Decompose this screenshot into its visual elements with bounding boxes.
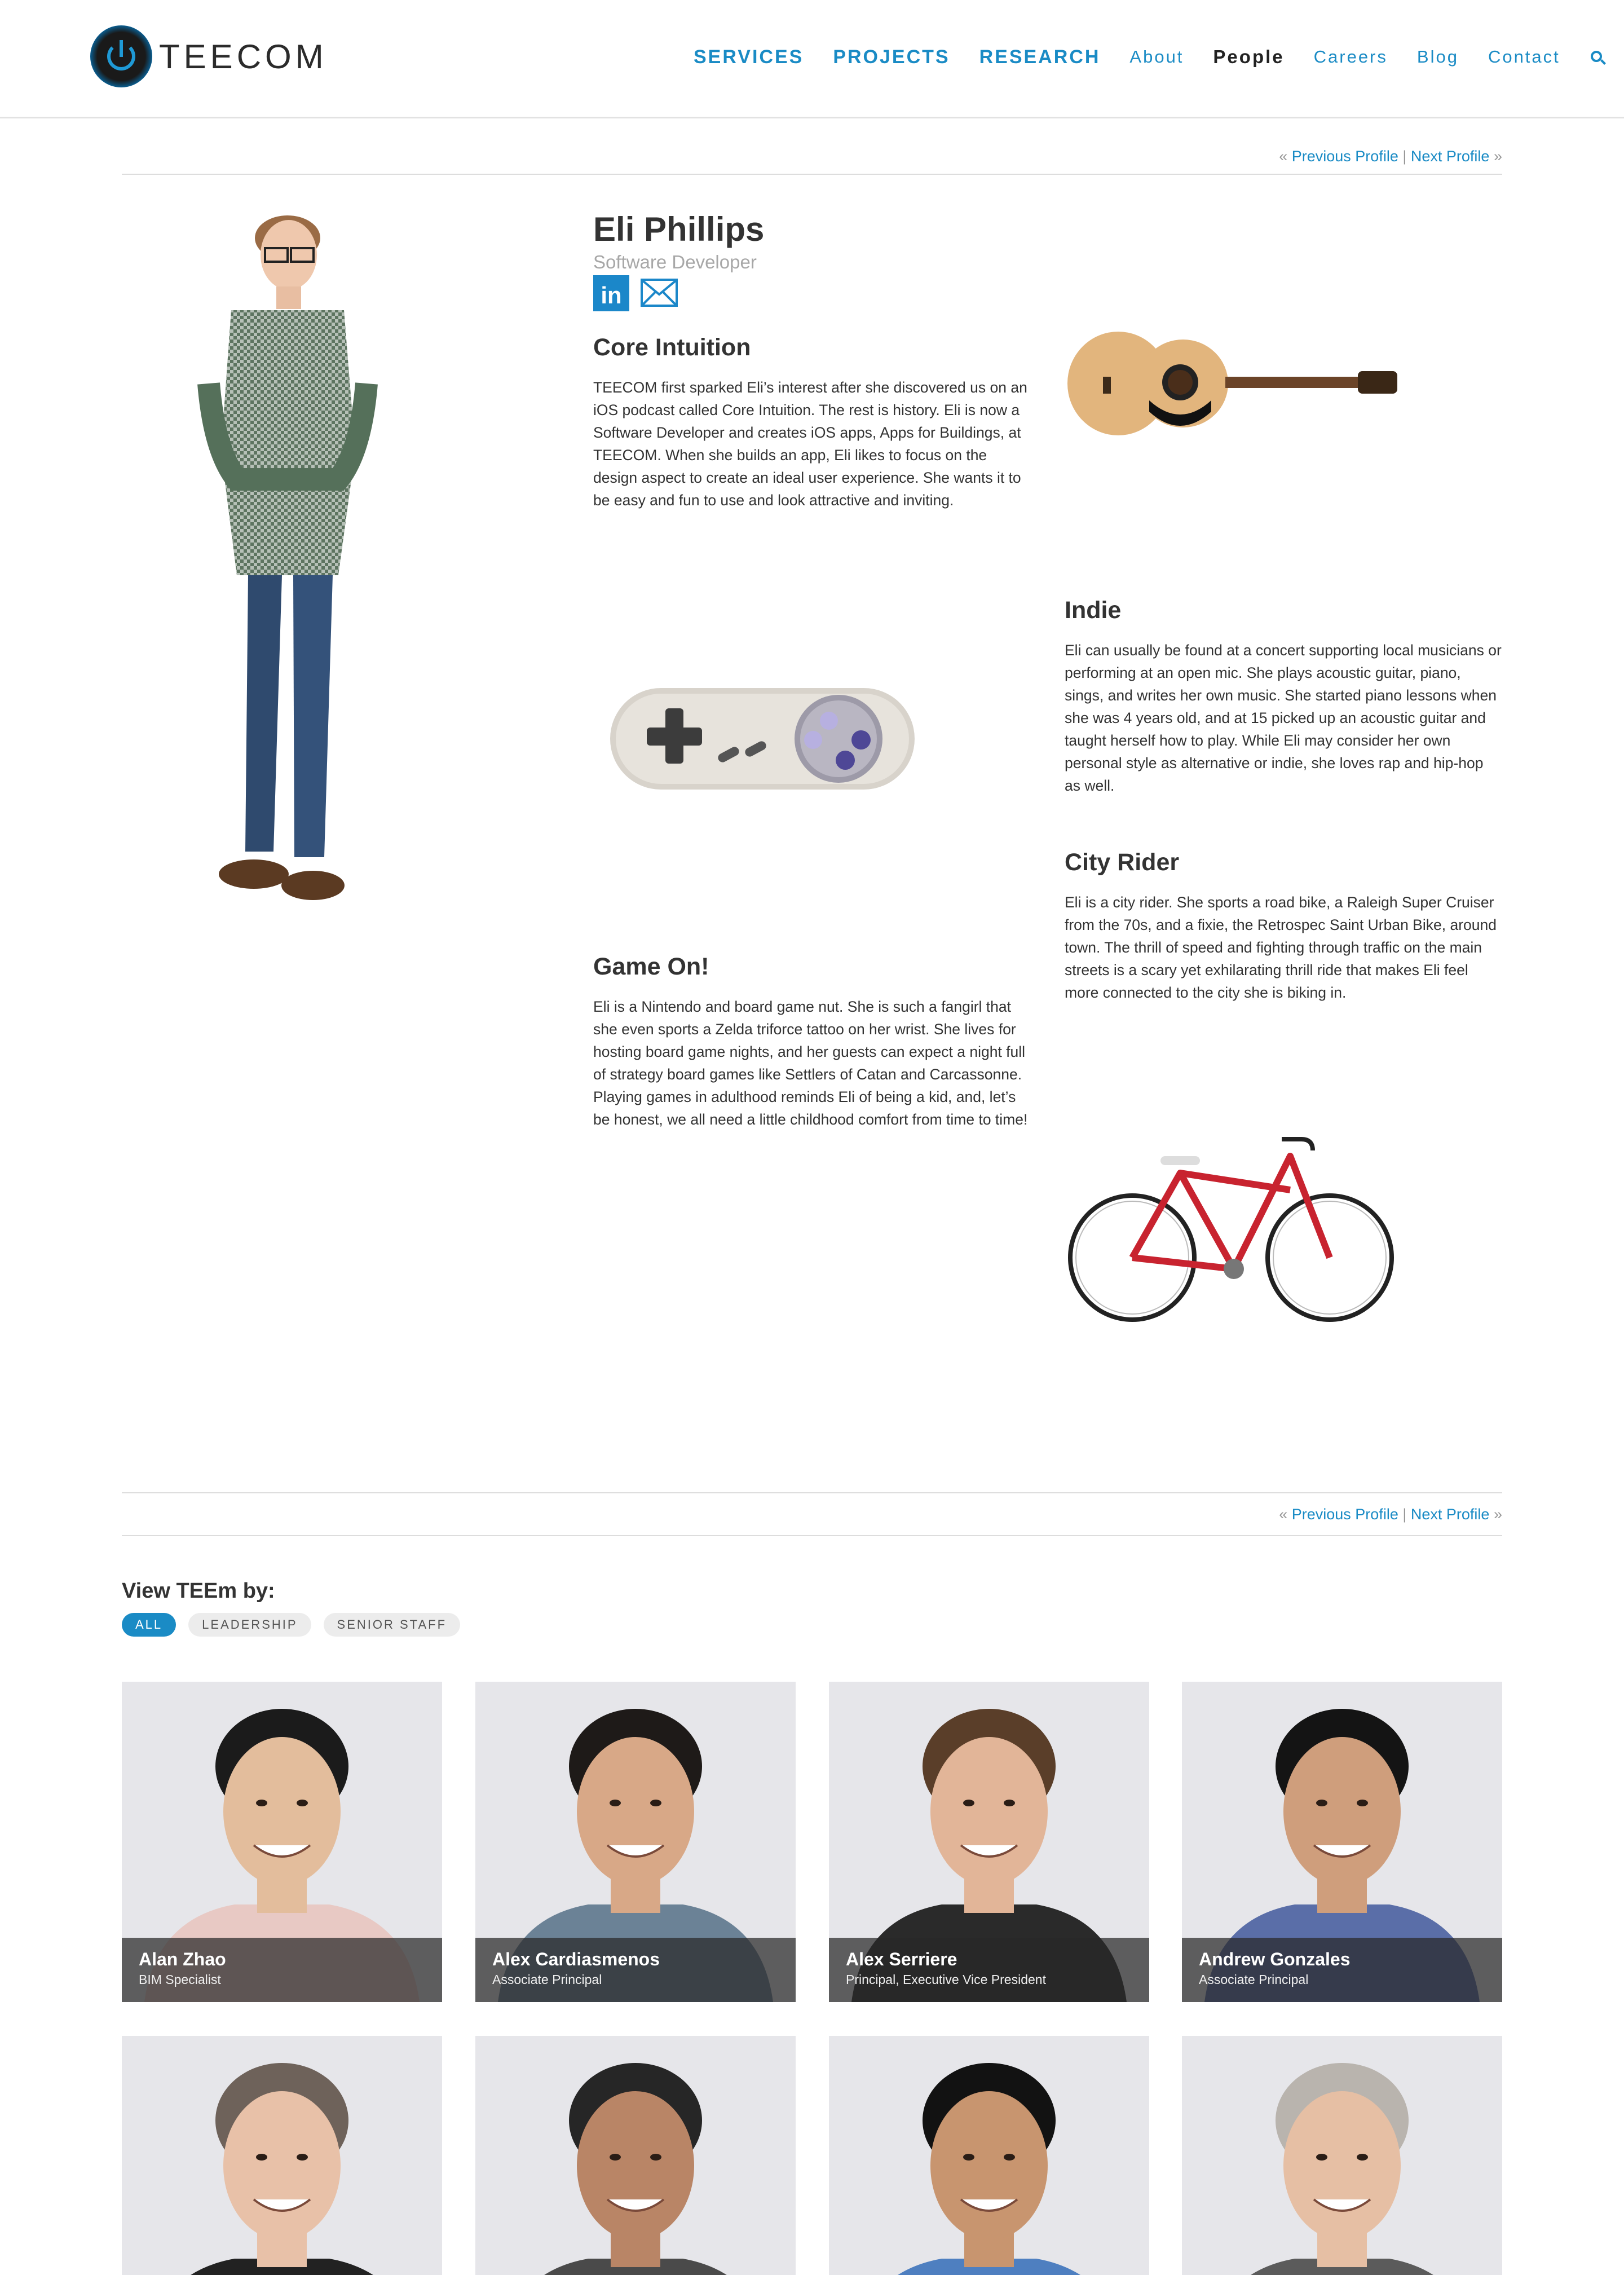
section-heading: Core Intuition	[593, 334, 751, 361]
next-arrow: »	[1493, 1506, 1502, 1523]
nav-about[interactable]: About	[1129, 47, 1184, 67]
section-body: Eli is a city rider. She sports a road bike, a Raleigh Super Cruiser from the 70s, and a fixie, the Retrospec Saint Urban Bike, around town. The thrill of speed and fighting through traffic on the main streets is a scary yet exhilarating thrill ride that makes Eli feel more connected to the city she is biking in.	[1065, 894, 1497, 1001]
section-indie	[1065, 597, 1502, 797]
section-heading: City Rider	[1065, 849, 1180, 876]
team-member-role: BIM Specialist	[139, 1972, 221, 1987]
section-heading: Indie	[1065, 597, 1122, 624]
filter-senior-staff[interactable]: SENIOR STAFF	[324, 1613, 461, 1637]
team-member-name: Andrew Gonzales	[1199, 1949, 1351, 1969]
mail-icon[interactable]	[641, 279, 678, 307]
section-body: Eli can usually be found at a concert supporting local musicians or performing at an open mic. She plays acoustic guitar, piano, sings, and writes her own music. She started piano lessons when she was 4 years old, and at 15 picked up an acoustic guitar and taught herself how to play. While Eli may consider her own personal style as alternative or indie, she loves rap and hip-hop as well.	[1065, 642, 1502, 794]
team-filter-chips	[122, 1613, 460, 1637]
nav-people[interactable]: People	[1213, 46, 1285, 67]
next-profile-link[interactable]: Next Profile	[1410, 148, 1490, 165]
logo-text: TEECOM	[159, 37, 328, 76]
team-card[interactable]	[829, 1682, 1149, 2002]
bicycle-image	[1065, 1100, 1403, 1359]
linkedin-icon[interactable]: in	[593, 275, 629, 311]
team-member-name: Alex Cardiasmenos	[492, 1949, 660, 1969]
team-card[interactable]	[475, 1682, 796, 2002]
profile-photo	[169, 214, 412, 908]
section-game-on	[593, 953, 1033, 1131]
next-profile-link[interactable]: Next Profile	[1410, 1506, 1490, 1523]
section-heading: Game On!	[593, 953, 709, 980]
site-logo[interactable]	[90, 23, 328, 90]
team-member-name: Alex Serriere	[846, 1949, 957, 1969]
prev-arrow: «	[1279, 1506, 1288, 1523]
filter-all[interactable]: ALL	[122, 1613, 176, 1637]
team-member-photo	[829, 2036, 1149, 2275]
profile-name: Eli Phillips	[593, 210, 765, 248]
team-card-caption	[122, 1938, 442, 2002]
nav-research[interactable]: RESEARCH	[979, 46, 1101, 68]
power-logo-icon	[90, 25, 152, 87]
previous-profile-link[interactable]: Previous Profile	[1291, 148, 1398, 165]
team-card[interactable]	[122, 1682, 442, 2002]
game-controller-image	[593, 581, 932, 863]
section-core-intuition	[593, 334, 1033, 512]
pagination-separator: |	[1402, 1506, 1407, 1523]
team-member-role: Associate Principal	[492, 1972, 602, 1987]
team-member-role: Associate Principal	[1199, 1972, 1309, 1987]
team-card[interactable]	[1182, 1682, 1502, 2002]
team-member-photo	[122, 2036, 442, 2275]
filter-leadership[interactable]: LEADERSHIP	[188, 1613, 311, 1637]
nav-blog[interactable]: Blog	[1416, 47, 1459, 67]
guitar-image	[1065, 316, 1403, 451]
section-body: Eli is a Nintendo and board game nut. She is such a fangirl that she even sports a Zelda triforce tattoo on her wrist. She lives for hosting board game nights, and her guests can expect a night full of strategy board games like Settlers of Catan and Carcassonne. Playing games in adulthood reminds Eli of being a kid, and, let’s be honest, we all need a little childhood comfort from time to time!	[593, 998, 1028, 1128]
site-header	[0, 0, 1624, 118]
team-member-photo	[1182, 2036, 1502, 2275]
prev-arrow: «	[1279, 148, 1288, 165]
previous-profile-link[interactable]: Previous Profile	[1291, 1506, 1398, 1523]
team-card[interactable]	[122, 2036, 442, 2275]
team-card-caption	[829, 1938, 1149, 2002]
team-card[interactable]	[829, 2036, 1149, 2275]
nav-contact[interactable]: Contact	[1488, 47, 1560, 67]
next-arrow: »	[1493, 148, 1502, 165]
team-member-role: Principal, Executive Vice President	[846, 1972, 1046, 1987]
team-card[interactable]	[1182, 2036, 1502, 2275]
team-card[interactable]	[475, 2036, 796, 2275]
team-filter-heading: View TEEm by:	[122, 1579, 275, 1603]
social-links	[593, 275, 678, 311]
team-card-caption	[475, 1938, 796, 2002]
nav-services[interactable]: SERVICES	[694, 46, 804, 68]
team-card-caption	[1182, 1938, 1502, 2002]
team-member-name: Alan Zhao	[139, 1949, 226, 1969]
main-nav	[694, 43, 1560, 71]
pagination-separator: |	[1402, 148, 1407, 165]
nav-projects[interactable]: PROJECTS	[833, 46, 950, 68]
profile-pagination-top	[122, 130, 1502, 175]
profile-title: Software Developer	[593, 252, 757, 272]
nav-careers[interactable]: Careers	[1313, 47, 1388, 67]
section-body: TEECOM first sparked Eli’s interest after she discovered us on an iOS podcast called Core Intuition. The rest is history. Eli is now a Software Developer and creates iOS apps, Apps for Buildings, at TEECOM. When she builds an app, Eli likes to focus on the design aspect to create an ideal user experience. She wants it to be easy and fun to use and look attractive and inviting.	[593, 379, 1027, 509]
section-city-rider	[1065, 849, 1502, 1004]
profile-pagination-bottom	[122, 1492, 1502, 1536]
team-member-photo	[475, 2036, 796, 2275]
